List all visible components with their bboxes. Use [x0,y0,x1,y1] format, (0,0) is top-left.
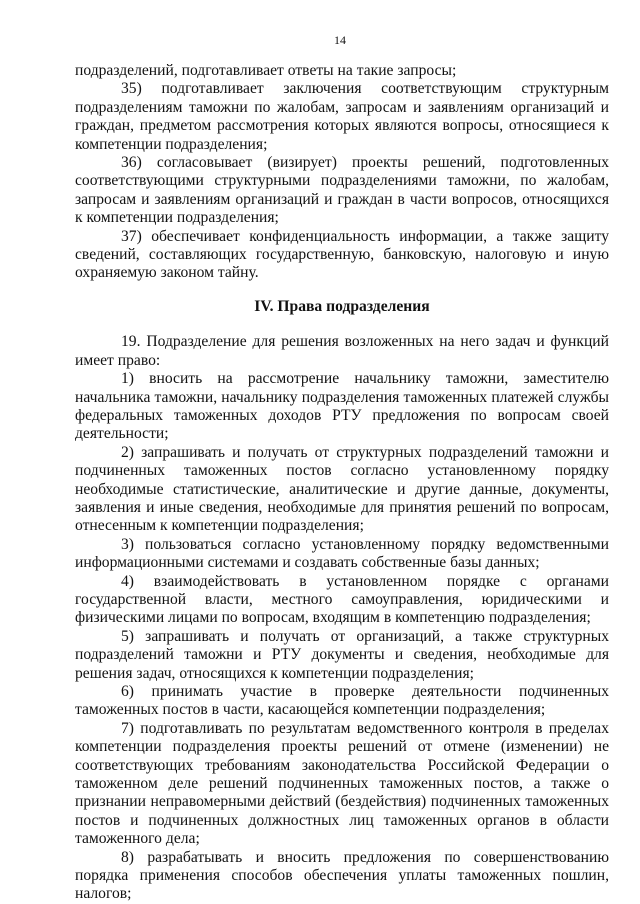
section-heading: IV. Права подразделения [254,297,430,315]
paragraph-right-2: 2) запрашивать и получать от структурных подразделений таможни и подчиненных таможенных постов согласно установленному порядку необходимые статистические, аналитические и другие данные, документы, заявления и иные сведения, необходимые для принятия решений по вопросам, отнесенным к компетенции подразделения; [75,443,609,535]
paragraph-right-4: 4) взаимодействовать в установленном порядке с органами государственной власти, местного самоуправления, юридическими и физическими лицами по вопросам, входящим в компетенцию подразделения; [75,572,609,627]
paragraph-continuation: подразделений, подготавливает ответы на такие запросы; [75,62,457,79]
page-number: 14 [334,33,346,47]
paragraph-right-8: 8) разрабатывать и вносить предложения по совершенствованию порядка применения способов обеспечения уплаты таможенных пошлин, налогов; [75,848,609,903]
paragraph-right-7: 7) подготавливать по результатам ведомственного контроля в пределах компетенции подразделения проекты решений от отмене (изменении) не соответствующих требованиям законодательства Российской Федерации о таможенном деле решений подчиненных таможенных постов, а также о признании неправомерными действий (бездействия) подчиненных таможенных постов и подчиненных должностных лиц таможенных органов в области таможенного дела; [75,719,609,848]
paragraph-item-36: 36) согласовывает (визирует) проекты решений, подготовленных соответствующими структурными подразделениями таможни, по жалобам, запросам и заявлениям организаций и граждан в части вопросов, относящихся к компетенции подразделения; [75,154,609,227]
paragraph-right-6: 6) принимать участие в проверке деятельности подчиненных таможенных постов в части, касающейся компетенции подразделения; [75,683,609,719]
paragraph-right-5: 5) запрашивать и получать от организаций, а также структурных подразделений таможни и РТУ документы и сведения, необходимые для решения задач, относящихся к компетенции подразделения; [75,627,609,682]
paragraph-item-35: 35) подготавливает заключения соответствующим структурным подразделениям таможни по жалобам, запросам и заявлениям организаций и граждан, предметом рассмотрения которых являются вопросы, относящиеся к компетенции подразделения; [75,80,609,153]
paragraph-right-1: 1) вносить на рассмотрение начальнику таможни, заместителю начальника таможни, начальнику подразделения таможенных платежей службы федеральных таможенных доходов РТУ предложения по вопросам своей деятельности; [75,370,609,443]
document-body [75,62,609,904]
paragraph-item-37: 37) обеспечивает конфиденциальность информации, а также защиту сведений, составляющих государственную, банковскую, налоговую и иную охраняемую законом тайну. [75,227,609,282]
paragraph-right-3: 3) пользоваться согласно установленному порядку ведомственными информационными системами и создавать собственные базы данных; [75,535,609,572]
paragraph-19: 19. Подразделение для решения возложенных на него задач и функций имеет право: [75,333,609,369]
